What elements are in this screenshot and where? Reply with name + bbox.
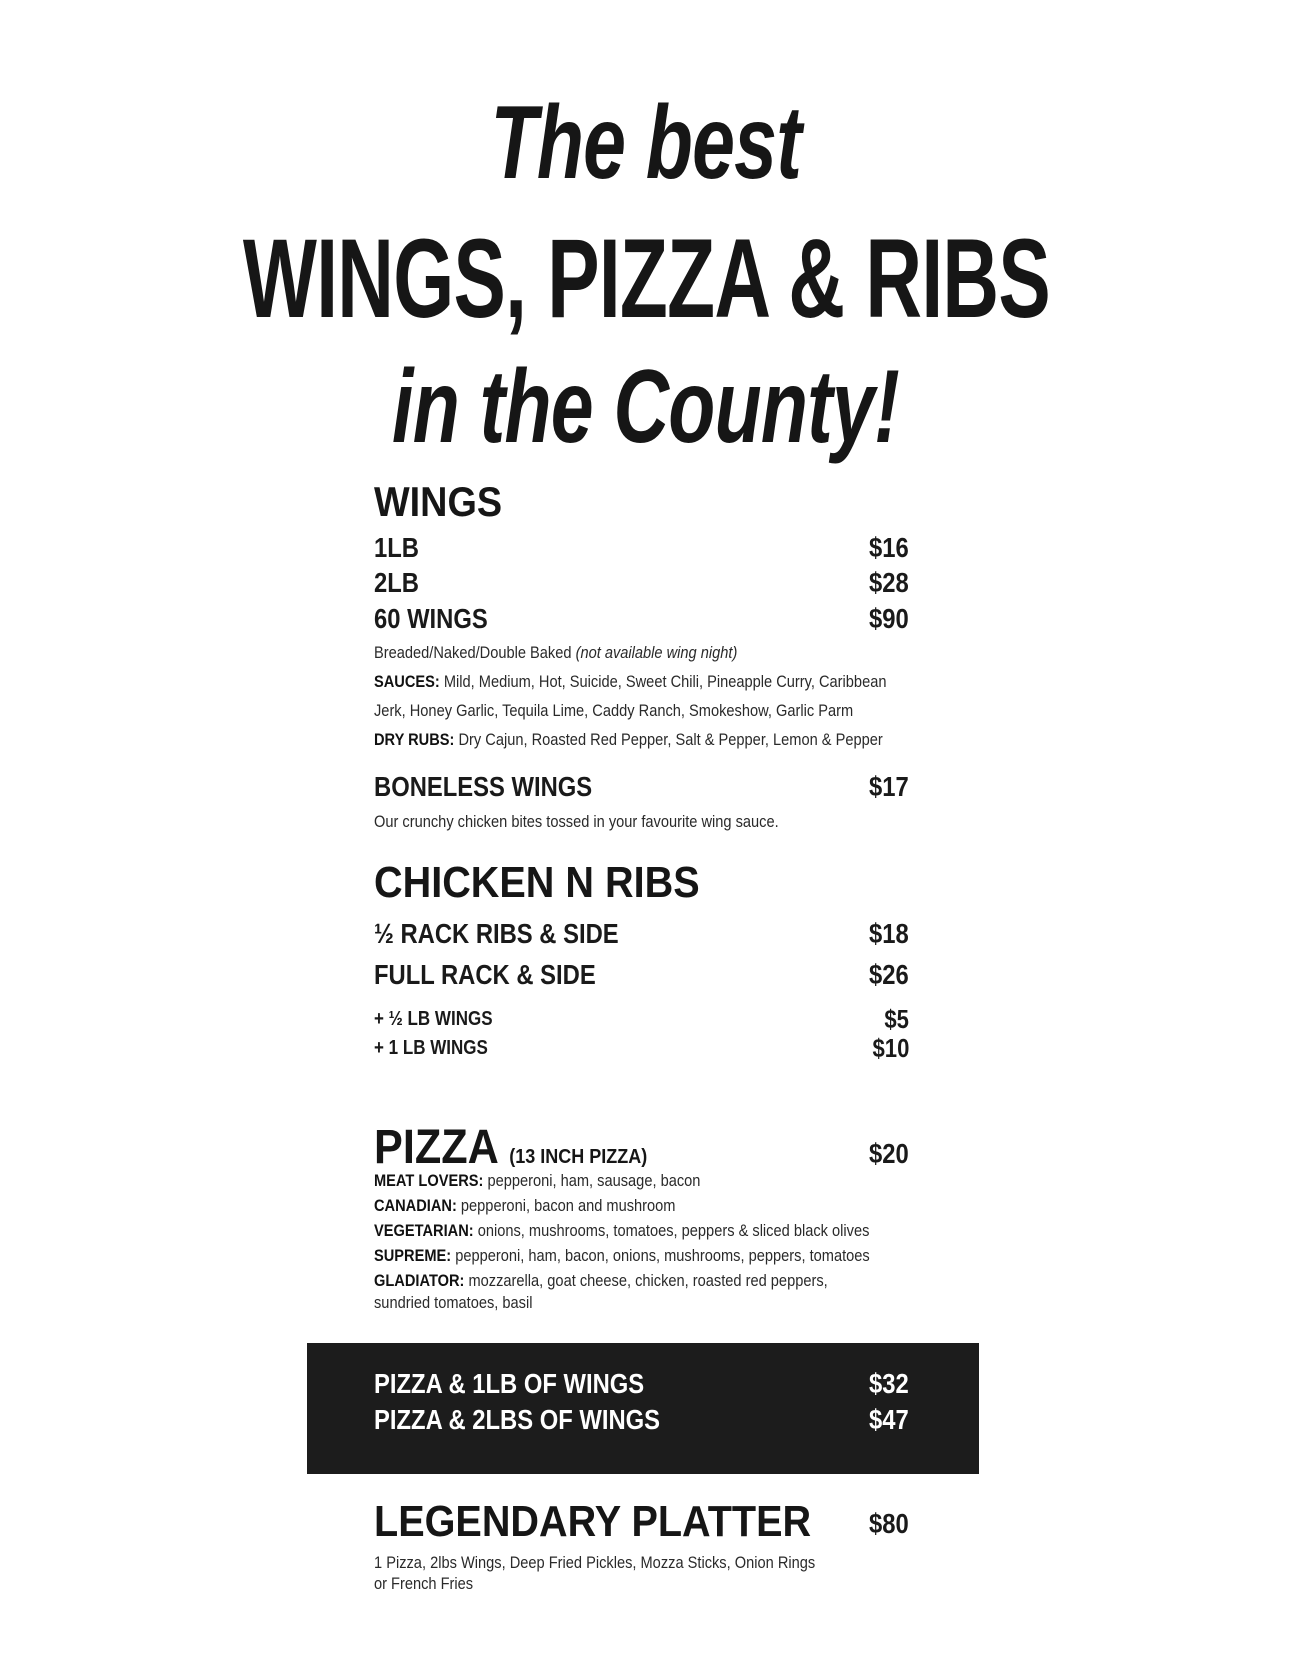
pizza-type: VEGETARIAN: onions, mushrooms, tomatoes, peppers & sliced black olives xyxy=(374,1221,870,1240)
combo-banner xyxy=(307,1343,979,1474)
pizza-section-title: PIZZA (13 INCH PIZZA) xyxy=(374,1121,648,1174)
item-price: $17 xyxy=(869,771,909,802)
pizza-price-row xyxy=(374,1138,909,1172)
addon-name: + ½ LB WINGS xyxy=(374,1008,493,1030)
wings-section-title: WINGS xyxy=(374,478,503,525)
boneless-description: Our crunchy chicken bites tossed in your favourite wing sauce. xyxy=(374,812,779,831)
item-price: $26 xyxy=(869,959,909,990)
pizza-type: GLADIATOR: mozzarella, goat cheese, chicken, roasted red peppers, xyxy=(374,1271,828,1290)
combo-name: PIZZA & 1LB OF WINGS xyxy=(374,1368,645,1399)
menu-item xyxy=(374,918,909,952)
item-name: ½ RACK RIBS & SIDE xyxy=(374,918,619,949)
item-name: FULL RACK & SIDE xyxy=(374,959,596,990)
platter-title: LEGENDARY PLATTER xyxy=(374,1497,812,1546)
pizza-type: CANADIAN: pepperoni, bacon and mushroom xyxy=(374,1196,676,1215)
item-name: 1LB xyxy=(374,532,419,563)
combo-item xyxy=(374,1368,909,1402)
wings-styles: Breaded/Naked/Double Baked (not available wing night) xyxy=(374,643,738,662)
chicken-ribs-section-title: CHICKEN N RIBS xyxy=(374,858,700,907)
combo-name: PIZZA & 2LBS OF WINGS xyxy=(374,1404,661,1435)
item-price: $16 xyxy=(869,532,909,563)
item-name: 2LB xyxy=(374,567,419,598)
platter-description: 1 Pizza, 2lbs Wings, Deep Fried Pickles, Mozza Sticks, Onion Rings xyxy=(374,1553,816,1572)
combo-item xyxy=(374,1404,909,1438)
combo-price: $32 xyxy=(869,1368,909,1399)
addon-item xyxy=(374,1033,909,1063)
menu-item xyxy=(374,603,909,637)
item-price: $90 xyxy=(869,603,909,634)
platter-price-row xyxy=(374,1508,909,1542)
headline-line-3: in the County! xyxy=(392,349,900,465)
menu-item xyxy=(374,567,909,601)
item-name: 60 WINGS xyxy=(374,603,488,634)
addon-price: $10 xyxy=(872,1033,909,1063)
menu-item xyxy=(374,959,909,993)
addon-name: + 1 LB WINGS xyxy=(374,1037,488,1059)
boneless-wings-item xyxy=(374,771,909,805)
wings-sauces: SAUCES: Mild, Medium, Hot, Suicide, Sweet Chili, Pineapple Curry, Caribbean xyxy=(374,672,887,691)
combo-price: $47 xyxy=(869,1404,909,1435)
pizza-price: $20 xyxy=(869,1138,909,1169)
headline-line-1: The best xyxy=(490,85,802,201)
item-name: BONELESS WINGS xyxy=(374,771,593,802)
pizza-type: SUPREME: pepperoni, ham, bacon, onions, mushrooms, peppers, tomatoes xyxy=(374,1246,870,1265)
pizza-type: MEAT LOVERS: pepperoni, ham, sausage, bacon xyxy=(374,1171,701,1190)
headline-line-2: WINGS, PIZZA & RIBS xyxy=(242,216,1050,341)
platter-description-cont: or French Fries xyxy=(374,1574,474,1593)
item-price: $18 xyxy=(869,918,909,949)
wings-dry-rubs: DRY RUBS: Dry Cajun, Roasted Red Pepper, Salt & Pepper, Lemon & Pepper xyxy=(374,730,883,749)
addon-price: $5 xyxy=(884,1004,909,1034)
item-price: $28 xyxy=(869,567,909,598)
platter-price: $80 xyxy=(869,1508,909,1539)
wings-sauces-cont: Jerk, Honey Garlic, Tequila Lime, Caddy Ranch, Smokeshow, Garlic Parm xyxy=(374,701,854,720)
addon-item xyxy=(374,1004,909,1034)
menu-item xyxy=(374,532,909,566)
pizza-size-note: (13 INCH PIZZA) xyxy=(509,1146,648,1168)
pizza-type-cont: sundried tomatoes, basil xyxy=(374,1293,533,1312)
